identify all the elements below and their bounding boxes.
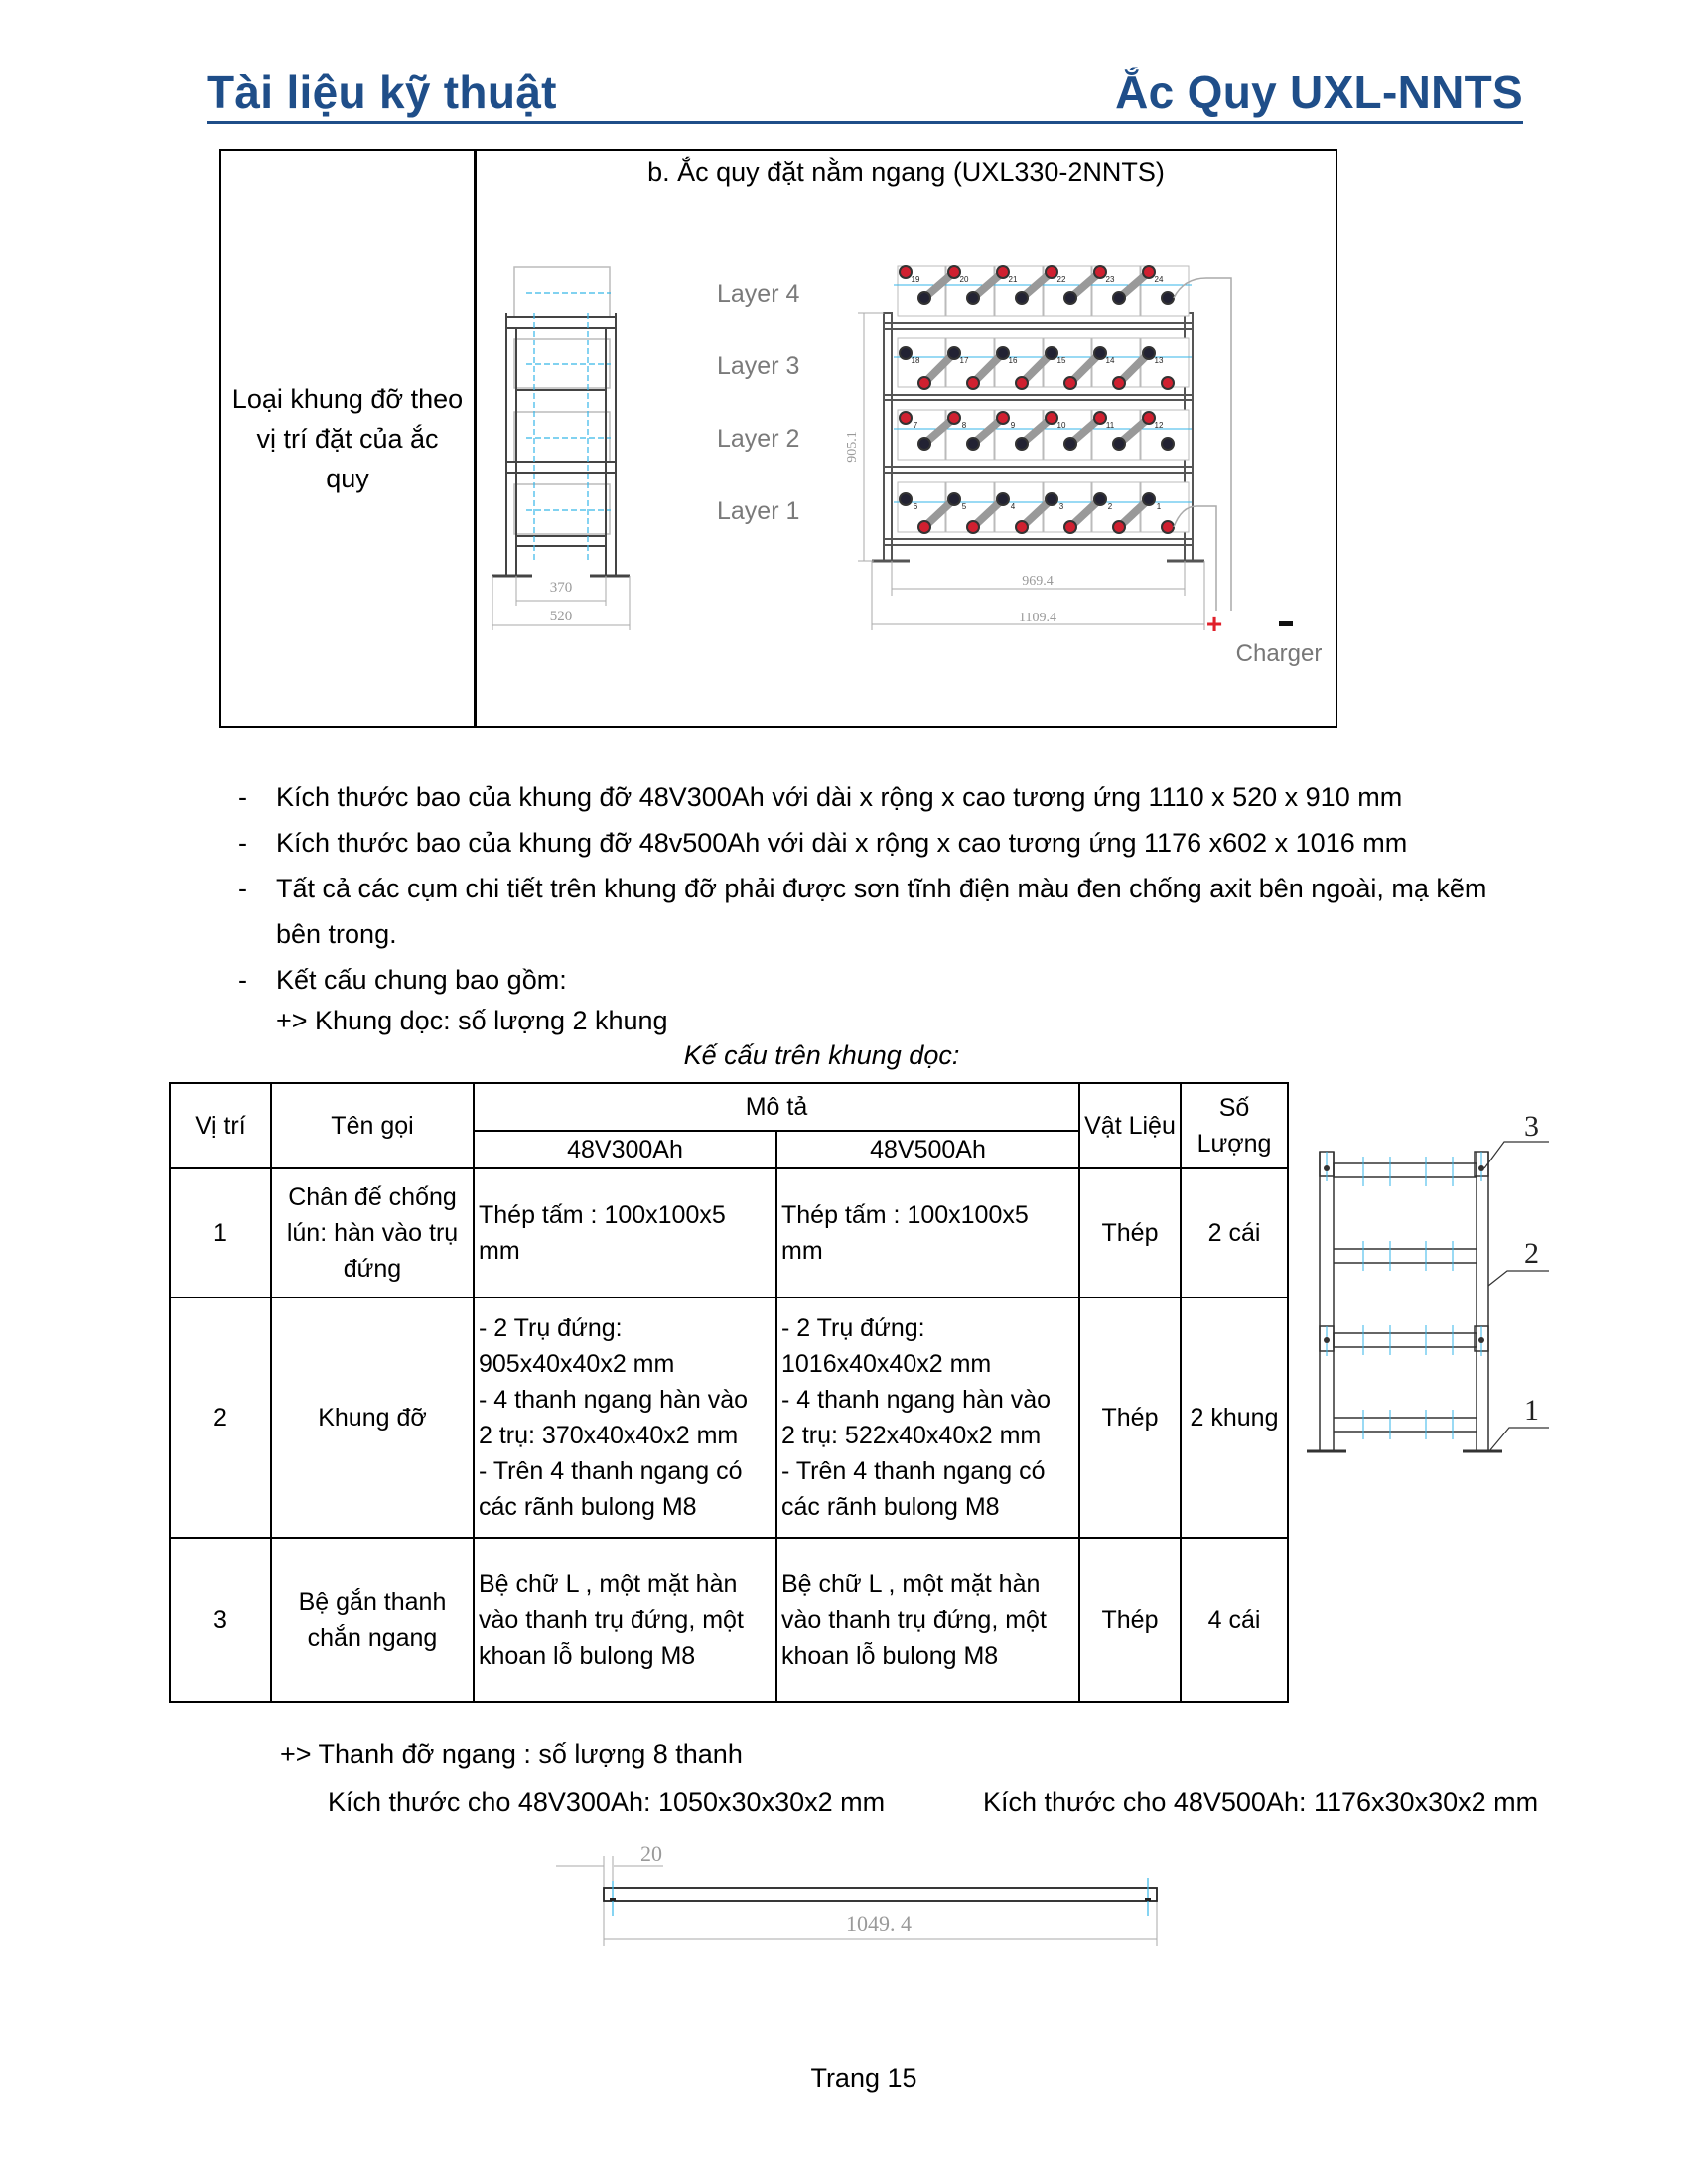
svg-text:3: 3 <box>1058 502 1064 511</box>
dim-520: 520 <box>549 609 573 624</box>
table-caption: Kế cấu trên khung dọc: <box>683 1040 960 1070</box>
page-number: Trang 15 <box>810 2063 917 2093</box>
svg-text:16: 16 <box>1008 356 1018 365</box>
bullet-item: - Kích thước bao của khung đỡ 48v500Ah với dài x rộng x cao tương ứng 1176 x602 x 1016 mm <box>238 828 1408 858</box>
svg-text:11: 11 <box>1105 421 1115 430</box>
svg-text:17: 17 <box>959 356 969 365</box>
dim-370: 370 <box>549 580 573 596</box>
table-row: 2 Khung đỡ - 2 Trụ đứng: 905x40x40x2 mm - 4 thanh ngang hàn vào 2 trụ: 370x40x40x2 mm - Trên 4 thanh ngang có các rãnh bulong M8 - 2 Trụ đứng: 1016x40x40x2 mm - 4 thanh ngang hàn vào 2 trụ: 522x40x40x2 mm - Trên 4 thanh ngang có các rãnh bulong M8 Thép 2 khung <box>170 1297 1288 1538</box>
svg-text:6: 6 <box>913 502 918 511</box>
svg-text:10: 10 <box>1056 421 1066 430</box>
svg-text:15: 15 <box>1056 356 1066 365</box>
dim-905: 905.1 <box>845 431 860 463</box>
svg-text:20: 20 <box>959 275 969 284</box>
charger-label: Charger <box>1235 640 1323 667</box>
bullet-item: - Kết cấu chung bao gồm: <box>238 965 567 995</box>
header-underline <box>207 121 1523 124</box>
svg-text:18: 18 <box>911 356 920 365</box>
horizontal-bar-drawing <box>556 1837 1172 1951</box>
svg-text:4: 4 <box>1010 502 1016 511</box>
dim-1109: 1109.4 <box>1019 611 1056 625</box>
header-48v500ah: 48V500Ah <box>776 1131 1079 1168</box>
svg-text:24: 24 <box>1154 275 1164 284</box>
product-title: Ắc Quy UXL-NNTS <box>1115 67 1523 118</box>
rack-side-view-drawing <box>487 253 675 640</box>
svg-text:14: 14 <box>1105 356 1115 365</box>
thanh-do-ngang-title: +> Thanh đỡ ngang : số lượng 8 thanh <box>280 1739 743 1769</box>
callout-2: 2 <box>1524 1237 1539 1270</box>
header-48v300ah: 48V300Ah <box>474 1131 776 1168</box>
layer-2-label: Layer 2 <box>717 425 800 453</box>
size-48v300ah: Kích thước cho 48V300Ah: 1050x30x30x2 mm <box>328 1787 886 1817</box>
horizontal-battery-caption: b. Ắc quy đặt nằm ngang (UXL330-2NNTS) <box>647 157 1165 187</box>
table-row: 1 Chân đế chống lún: hàn vào trụ đứng Thép tấm : 100x100x5 mm Thép tấm : 100x100x5 mm Thép 2 cái <box>170 1168 1288 1297</box>
layer-4-label: Layer 4 <box>717 280 800 308</box>
minus-terminal-icon <box>1279 621 1293 626</box>
dim-969: 969.4 <box>1022 574 1054 589</box>
table-divider <box>474 151 477 726</box>
dim-1049: 1049. 4 <box>846 1911 912 1936</box>
document-title: Tài liệu kỹ thuật <box>207 67 557 118</box>
svg-text:2: 2 <box>1107 502 1113 511</box>
sub-item-khung-doc: +> Khung dọc: số lượng 2 khung <box>276 1006 668 1035</box>
svg-text:7: 7 <box>913 421 918 430</box>
bullet-continuation: bên trong. <box>276 919 397 949</box>
svg-text:13: 13 <box>1154 356 1164 365</box>
svg-text:1: 1 <box>1156 502 1162 511</box>
frame-type-label: Loại khung đỡ theo vị trí đặt của ắc quy <box>231 383 464 493</box>
table-row: 3 Bệ gắn thanh chắn ngang Bệ chữ L , một mặt hàn vào thanh trụ đứng, một khoan lỗ bulong M8 Bệ chữ L , một mặt hàn vào thanh trụ đứng, một khoan lỗ bulong M8 Thép 4 cái <box>170 1538 1288 1702</box>
layer-1-label: Layer 1 <box>717 497 800 525</box>
svg-text:5: 5 <box>961 502 967 511</box>
battery-rack-front-view-drawing <box>814 258 1331 675</box>
callout-1: 1 <box>1524 1394 1539 1427</box>
bullet-item: - Tất cả các cụm chi tiết trên khung đỡ phải được sơn tĩnh điện màu đen chống axit bên ngoài, mạ kẽm <box>238 874 1487 903</box>
svg-text:21: 21 <box>1008 275 1018 284</box>
callout-3: 3 <box>1524 1110 1539 1143</box>
svg-text:12: 12 <box>1154 421 1164 430</box>
spec-table <box>169 1082 1289 1703</box>
svg-text:23: 23 <box>1105 275 1115 284</box>
svg-text:9: 9 <box>1010 421 1016 430</box>
layer-3-label: Layer 3 <box>717 352 800 380</box>
bullet-item: - Kích thước bao của khung đỡ 48V300Ah với dài x rộng x cao tương ứng 1110 x 520 x 910 mm <box>238 782 1403 812</box>
svg-text:8: 8 <box>961 421 967 430</box>
header-vi-tri: Vị trí <box>170 1083 271 1168</box>
vertical-frame-diagram <box>1301 1092 1549 1464</box>
header-ten-goi: Tên gọi <box>271 1083 474 1168</box>
svg-text:19: 19 <box>911 275 920 284</box>
header-mo-ta: Mô tả <box>474 1083 1079 1131</box>
header-so-luong: Số Lượng <box>1181 1083 1288 1168</box>
size-48v500ah: Kích thước cho 48V500Ah: 1176x30x30x2 mm <box>983 1787 1539 1817</box>
header-vat-lieu: Vật Liệu <box>1079 1083 1181 1168</box>
dim-20: 20 <box>640 1842 662 1866</box>
svg-text:22: 22 <box>1056 275 1066 284</box>
plus-terminal-icon: + <box>1205 609 1223 639</box>
